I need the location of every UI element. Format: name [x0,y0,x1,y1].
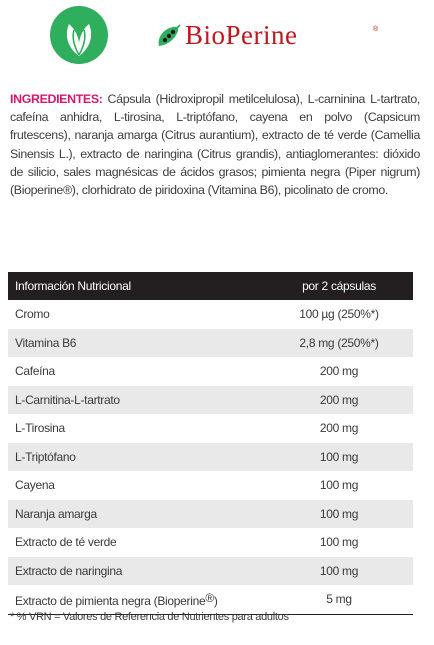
nutrient-amount: 100 mg [319,478,359,493]
table-row [8,357,413,386]
nutrient-amount: 100 mg [265,443,413,472]
nutrient-name: Naranja amarga [8,500,265,529]
table-row [8,500,413,529]
nutrient-amount: 200 mg [265,386,413,415]
table-row [8,471,413,500]
ingredients-paragraph [10,90,420,199]
nutrition-table-header [8,272,413,300]
table-row [8,386,413,415]
table-row [8,528,413,557]
footnote: * % VRN = Valores de Referencia de Nutrientes para adultos [10,611,289,623]
nutrient-name-text: Extracto de pimienta negra (Bioperine [15,593,206,608]
nutrient-amount: 200 mg [319,421,359,436]
table-row [8,443,413,472]
pepper-pod-icon [155,24,181,50]
nutrition-table [8,272,413,615]
table-row [8,300,413,329]
registered-mark: ® [205,590,214,605]
nutrient-amount: 100 mg [319,535,359,550]
nutrient-name [8,585,265,614]
nutrient-name: L-Carnitina-L-tartrato [8,386,265,415]
nutrient-amount: 2,8 mg (250%*) [265,329,413,358]
header-amount: por 2 cápsulas [265,272,413,300]
nutrient-name: Extracto de naringina [8,557,265,586]
table-row [8,329,413,358]
nutrient-name: Extracto de té verde [15,535,117,550]
table-row [8,585,413,614]
nutrient-amount: 100 µg (250%*) [299,307,379,322]
nutrient-name: Vitamina B6 [8,329,265,358]
nutrient-name: L-Tirosina [15,421,65,436]
leaf-circle-icon [50,6,108,64]
nutrient-amount: 200 mg [319,364,359,379]
header-nutrient: Información Nutricional [8,272,265,300]
bioperine-logo [155,20,385,56]
nutrient-amount: 5 mg [265,585,413,614]
nutrient-name: Cromo [15,307,50,322]
nutrient-name-close: ) [213,593,218,608]
header [0,0,434,80]
nutrient-name: L-Triptófano [8,443,265,472]
nutrient-name: Cafeína [15,364,55,379]
nutrient-amount: 100 mg [265,557,413,586]
table-row [8,414,413,443]
nutrient-name: Cayena [15,478,55,493]
logo-registered-mark: ® [373,26,379,33]
ingredients-label: INGREDIENTES: [10,92,103,106]
logo-wordmark: BioPerine [185,20,298,50]
ingredients-text: Cápsula (Hidroxipropil metilcelulosa), L-carninina L-tartrato, cafeína anhidra, L-tirosina, L-triptófano, cayena en polvo (Capsicum frutescens), naranja amarga (Citrus aurantium), extracto de té verde (Camellia Sinensis L.), extracto de naringina (Citrus grandis), antiaglomerantes: dióxido de silicio, sales magnésicas de ácidos grasos; pimienta negra (Piper nigrum) (Bioperine®), clorhidrato de piridoxina (Vitamina B6), picolinato de cromo. [10,92,420,198]
table-row [8,557,413,586]
nutrient-amount: 100 mg [265,500,413,529]
